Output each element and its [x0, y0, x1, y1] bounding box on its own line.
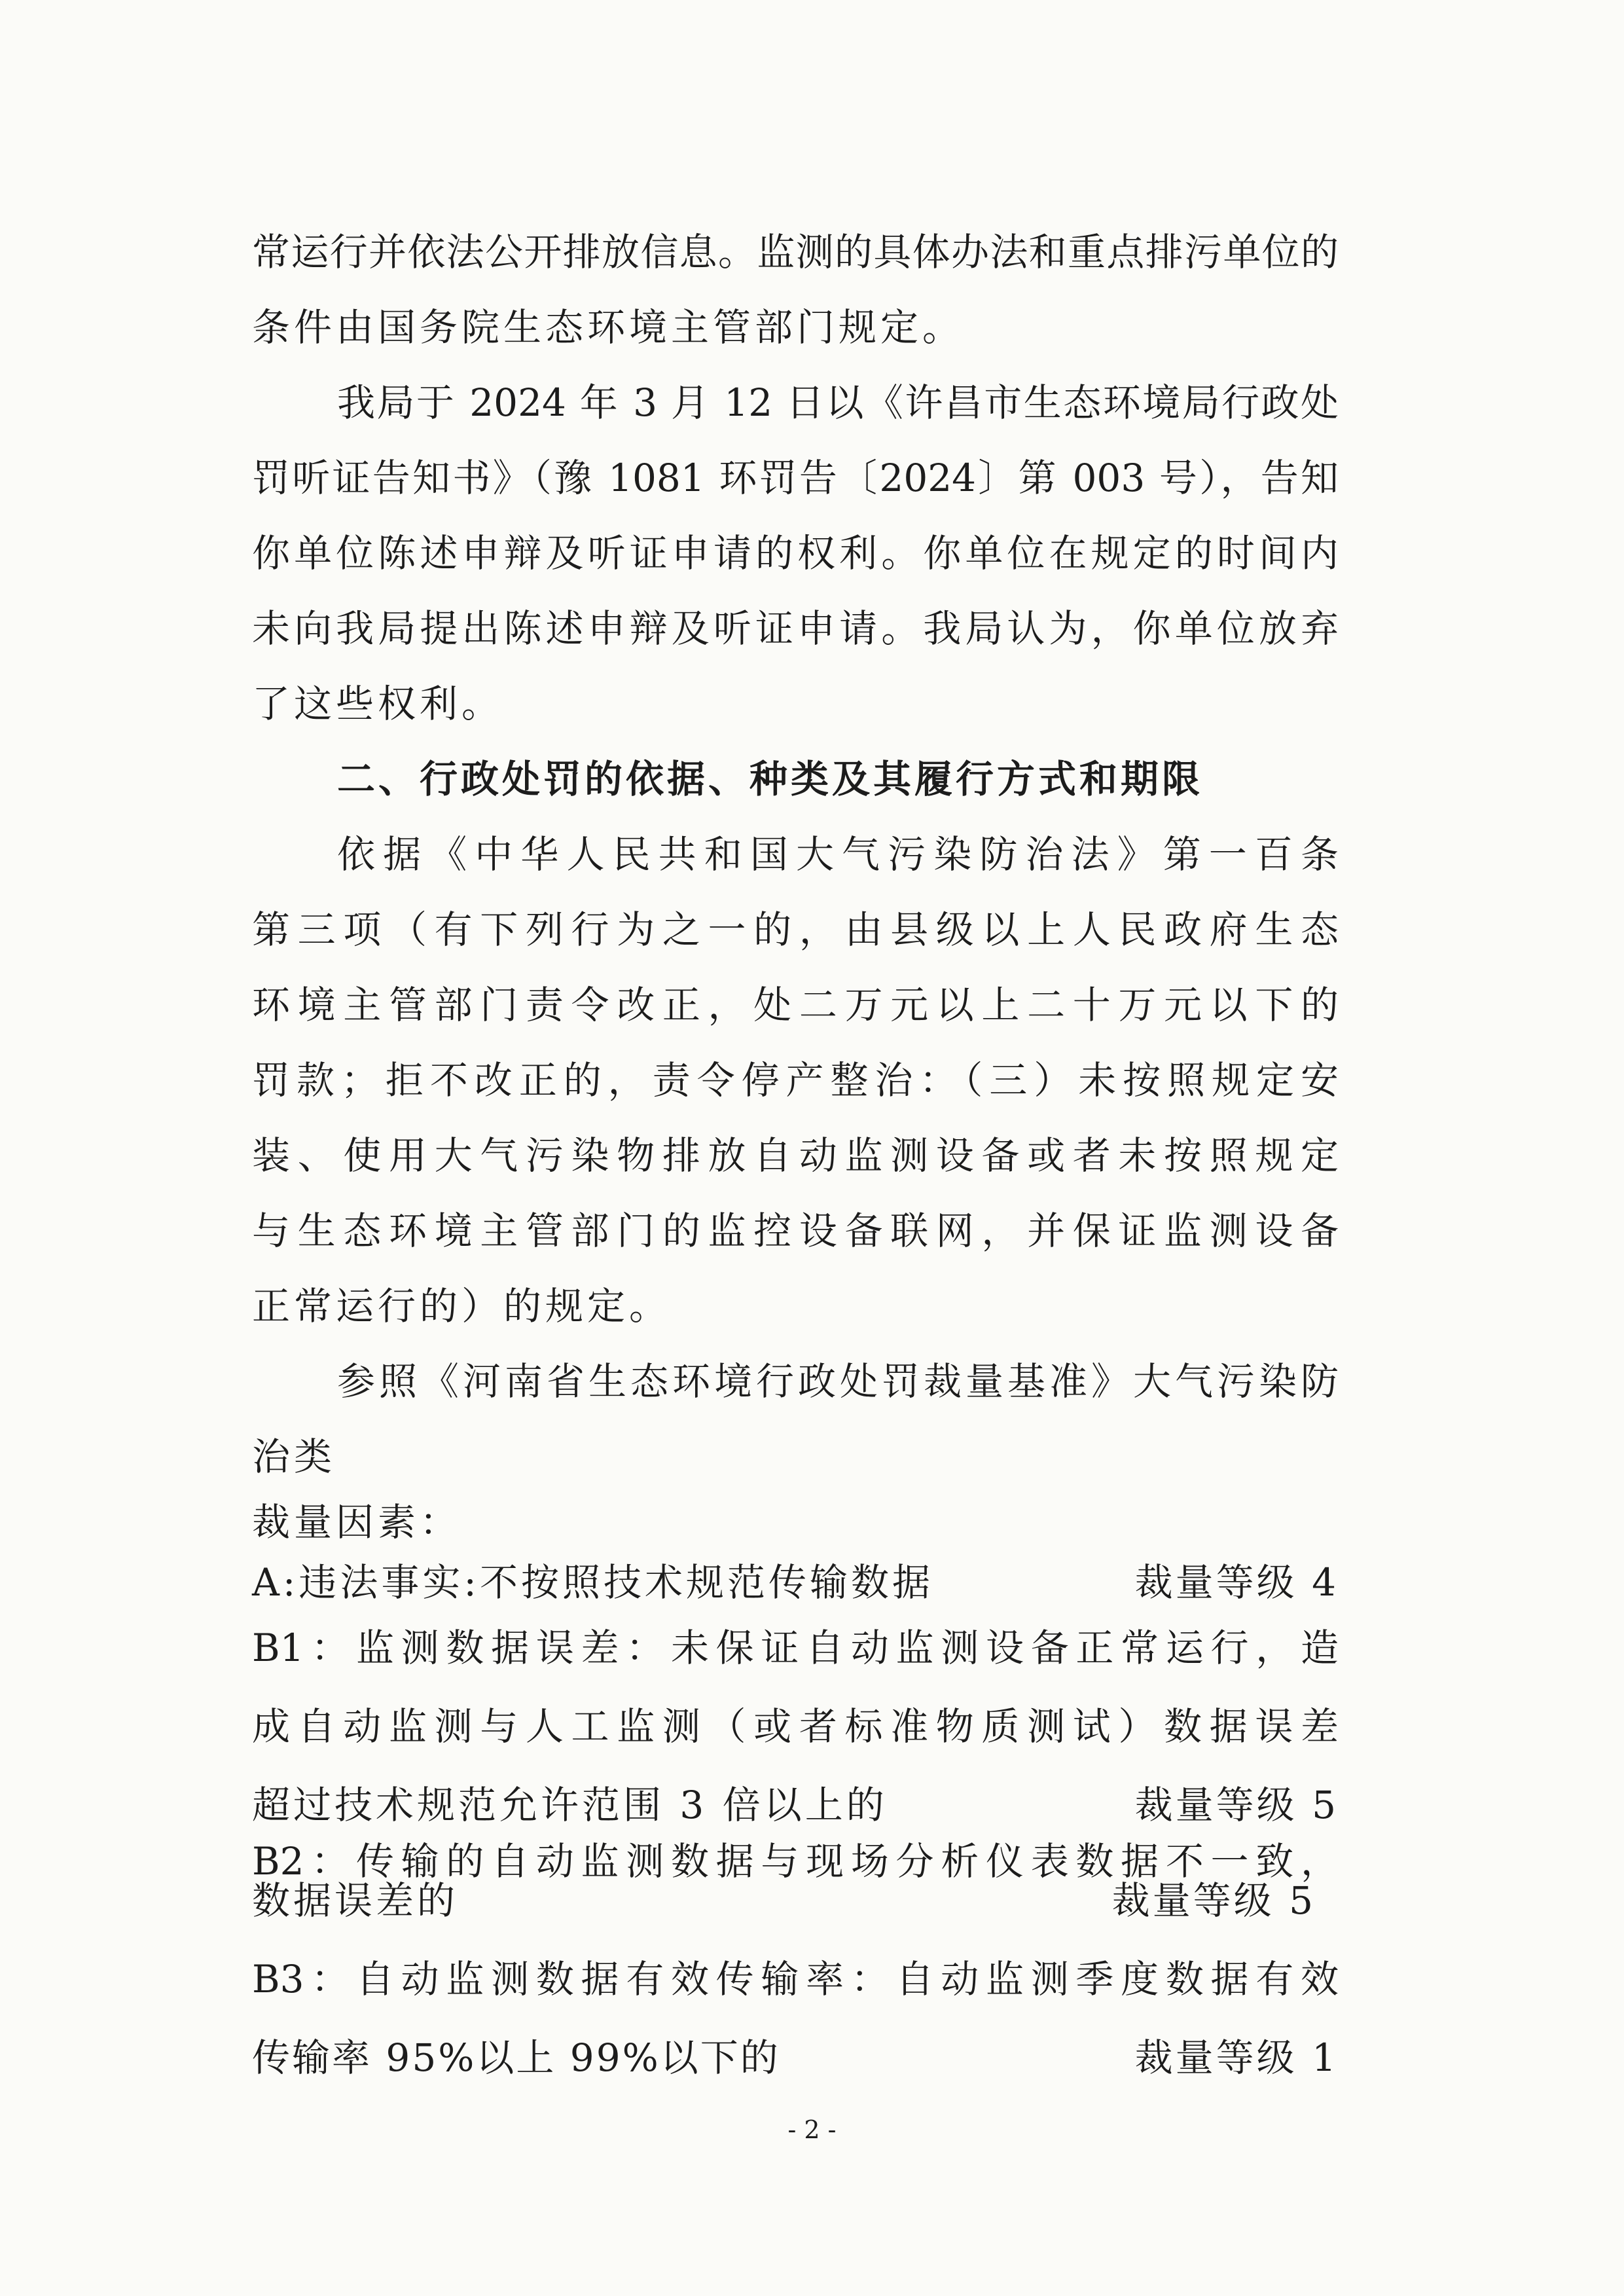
- body-line: 了这些权利。: [252, 682, 504, 726]
- body-line: 条件由国务院生态环境主管部门规定。: [252, 305, 965, 350]
- paragraph-hearing-notice: 我局于 2024 年 3 月 12 日以《许昌市生态环境局行政处: [337, 380, 1339, 425]
- body-line: 你单位陈述申辩及听证申请的权利。你单位在规定的时间内: [252, 531, 1339, 575]
- section-heading: 二、行政处罚的依据、种类及其履行方式和期限: [337, 757, 1204, 801]
- factor-b3-text: 传输率 95%以上 99%以下的: [252, 2035, 780, 2080]
- body-line: 治类: [252, 1434, 336, 1479]
- factor-b1-text: 超过技术规范允许范围 3 倍以上的: [252, 1783, 888, 1827]
- factors-label: 裁量因素：: [252, 1500, 462, 1544]
- factor-b1-line: B1：监测数据误差：未保证自动监测设备正常运行，造: [252, 1626, 1339, 1670]
- body-line: 与生态环境主管部门的监控设备联网，并保证监测设备: [252, 1209, 1339, 1253]
- body-line: 罚听证告知书》（豫 1081 环罚告〔2024〕第 003 号），告知: [252, 456, 1339, 500]
- factor-b3-line: B3：自动监测数据有效传输率：自动监测季度数据有效: [252, 1957, 1339, 2001]
- body-line: 未向我局提出陈述申辩及听证申请。我局认为，你单位放弃: [252, 606, 1339, 651]
- paragraph-reference: 参照《河南省生态环境行政处罚裁量基准》大气污染防: [337, 1359, 1339, 1404]
- factor-a-text: A:违法事实:不按照技术规范传输数据: [252, 1560, 933, 1605]
- factor-b1-line: 成自动监测与人工监测（或者标准物质测试）数据误差: [252, 1704, 1339, 1749]
- factor-b2-text: 数据误差的: [252, 1878, 459, 1923]
- paragraph-legal-basis: 依据《中华人民共和国大气污染防治法》第一百条: [337, 832, 1339, 877]
- factor-b2-line: B2：传输的自动监测数据与现场分析仪表数据不一致，: [252, 1839, 1339, 1884]
- body-line: 装、使用大气污染物排放自动监测设备或者未按照规定: [252, 1133, 1339, 1178]
- factor-b1-grade: 裁量等级 5: [1134, 1783, 1339, 1827]
- factor-b3-grade: 裁量等级 1: [1134, 2035, 1339, 2080]
- factor-b2-grade: 裁量等级 5: [1111, 1878, 1316, 1923]
- factor-a-grade: 裁量等级 4: [1134, 1560, 1339, 1605]
- body-line: 正常运行的）的规定。: [252, 1284, 672, 1328]
- body-line: 第三项（有下列行为之一的，由县级以上人民政府生态: [252, 907, 1339, 952]
- body-line: 常运行并依法公开排放信息。监测的具体办法和重点排污单位的: [252, 230, 1339, 274]
- body-line: 罚款；拒不改正的，责令停产整治：（三）未按照规定安: [252, 1058, 1339, 1102]
- body-line: 环境主管部门责令改正，处二万元以上二十万元以下的: [252, 983, 1339, 1027]
- page-number: - 2 -: [787, 2115, 837, 2144]
